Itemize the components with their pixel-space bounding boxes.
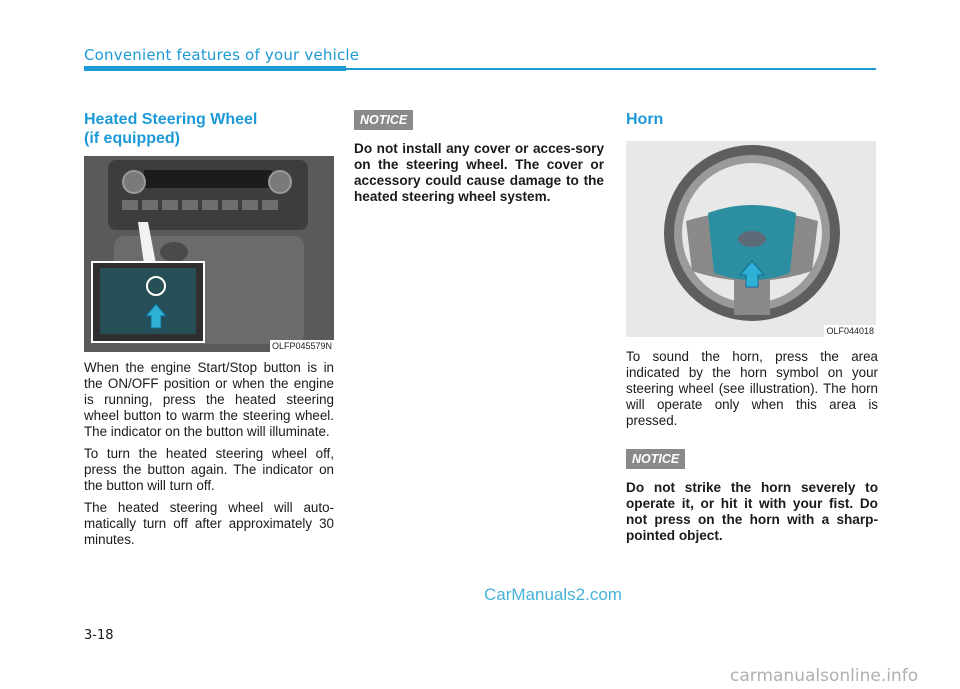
paragraph-1: When the engine Start/Stop button is in the ON/OFF position or when the engine is running, press the heated steering wheel button to warm the steering wheel. The indicator on the button will illuminate. [84,360,334,439]
dashboard-illustration [84,156,334,352]
middle-column [354,110,604,205]
horn-paragraph: To sound the horn, press the area indicated by the horn symbol on your steering wheel (see illustration). The horn will operate only when this area is pressed. [626,349,878,428]
page-number: 3-18 [84,628,114,643]
heading-line1: Heated Steering Wheel [84,111,258,128]
steering-wheel-figure [626,141,876,337]
header-rule-thick [84,66,346,71]
horn-notice [626,449,878,544]
left-column [84,110,334,554]
horn-heading: Horn [626,111,664,128]
notice-text: Do not install any cover or acces-sory on the steering wheel. The cover or accessory could cause damage to the heated steering wheel system. [354,141,604,204]
steering-wheel-illustration [626,141,876,337]
section-title: Convenient features of your vehicle [84,46,360,64]
right-column [626,110,878,544]
heading-line2: (if equipped) [84,130,180,147]
header-rule-thin [346,68,876,70]
notice-badge: NOTICE [354,110,413,130]
footer-site: carmanualsonline.info [730,666,919,686]
paragraph-2: To turn the heated steering wheel off, press the button again. The indicator on the button will turn off. [84,446,334,493]
dashboard-figure [84,156,334,352]
notice-text: Do not strike the horn severely to operate it, or hit it with your fist. Do not press on the horn with a sharp-pointed object. [626,480,878,543]
figure-code: OLF044018 [826,326,874,336]
paragraph-3: The heated steering wheel will auto-matically turn off after approximately 30 minutes. [84,500,334,547]
notice-badge: NOTICE [626,449,685,469]
figure-code: OLFP045579N [271,341,332,351]
watermark: CarManuals2.com [484,585,622,604]
heated-wheel-heading [84,110,334,148]
heated-wheel-text [84,360,334,548]
